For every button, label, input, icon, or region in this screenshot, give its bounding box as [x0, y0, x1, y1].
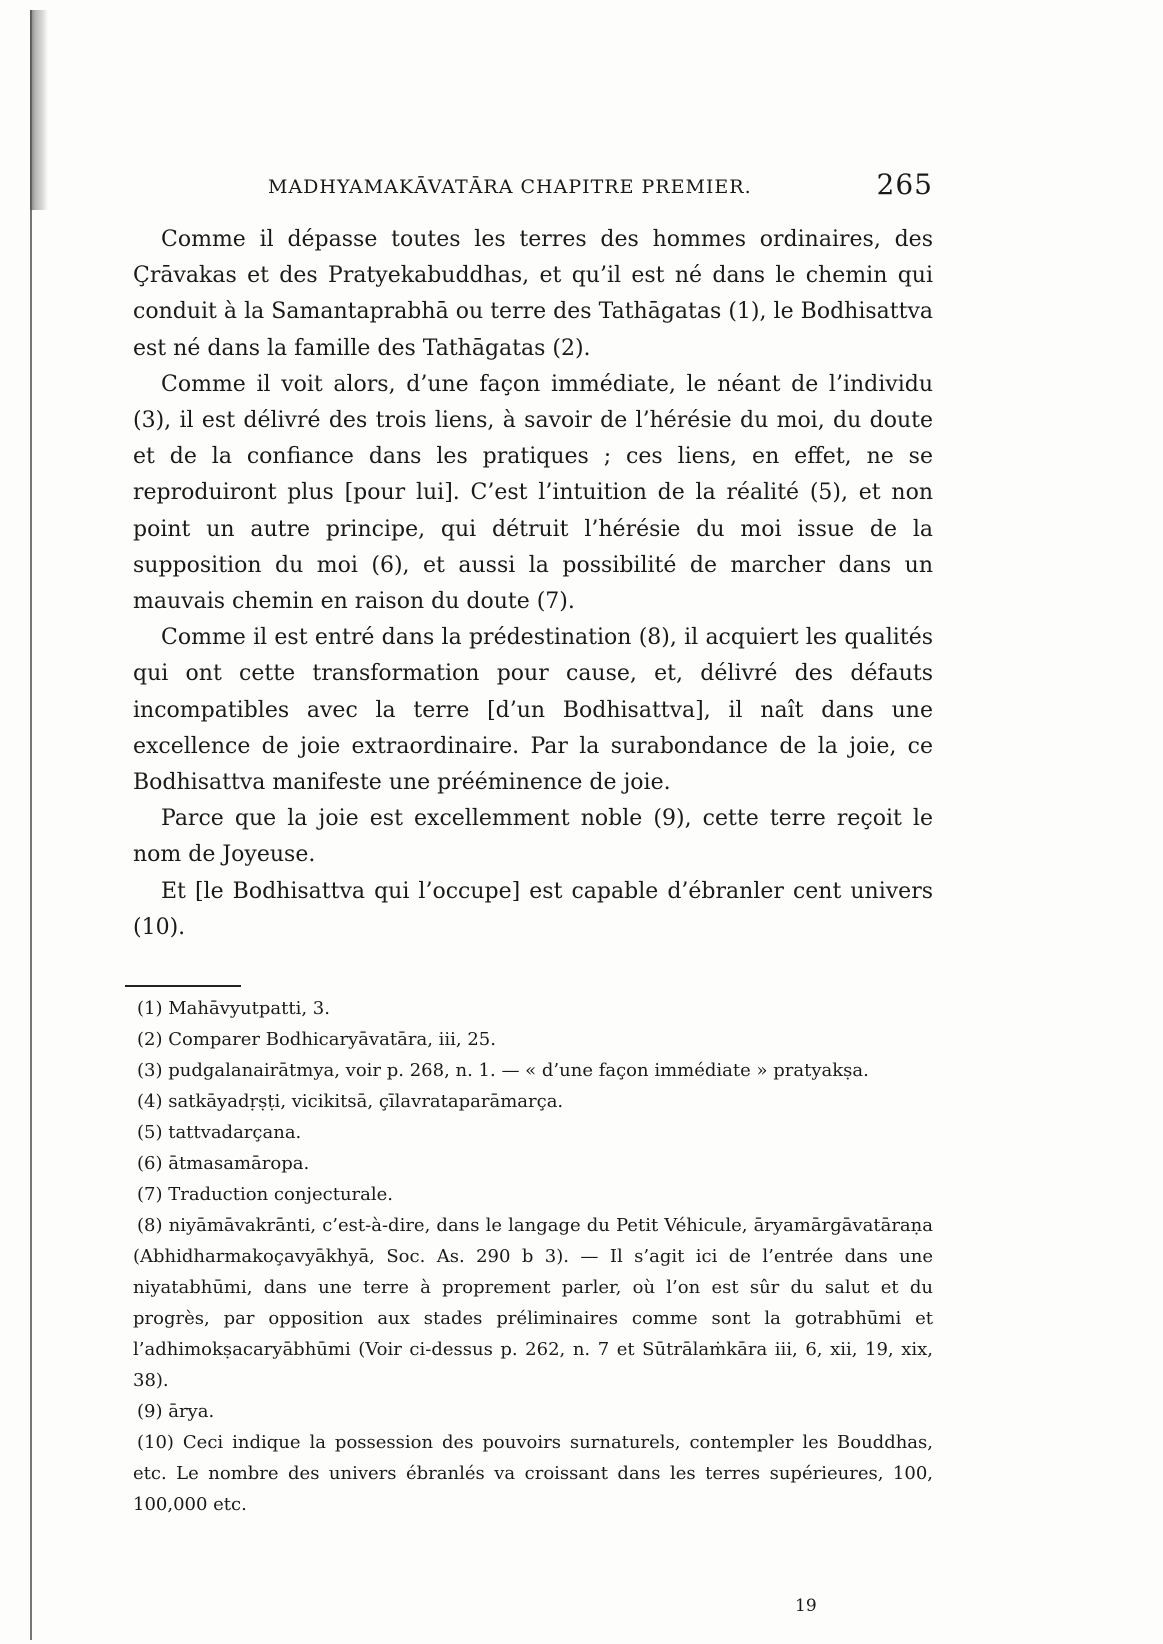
- footnote: (1) Mahāvyutpatti, 3.: [137, 998, 330, 1019]
- footnote: (6) ātmasamāropa.: [137, 1153, 310, 1174]
- main-text: [133, 222, 933, 946]
- footnote: (3) pudgalanairātmya, voir p. 268, n. 1. — « d’une façon immédiate » pratyakṣa.: [137, 1060, 869, 1081]
- binding-edge: [30, 10, 46, 1640]
- footnote: (9) ārya.: [137, 1401, 215, 1422]
- footnote: (5) tattvadarçana.: [137, 1122, 302, 1143]
- footnote: (8) niyāmāvakrānti, c’est-à-dire, dans le langage du Petit Véhicule, āryamārgāvatāraṇa (Abhidharmakoçavyākhyā, Soc. As. 290 b 3). — Il s’agit ici de l’entrée dans une niyatabhūmi, dans une terre à proprement parler, où l’on est sûr du salut et du progrès, par opposition aux stades préliminaires comme sont la gotrabhūmi et l’adhimokṣacaryābhūmi (Voir ci-dessus p. 262, n. 7 et Sūtrālaṁkāra iii, 6, xii, 19, xix, 38).: [133, 1215, 933, 1391]
- paragraph: Et [le Bodhisattva qui l’occupe] est capable d’ébranler cent univers (10).: [133, 878, 933, 940]
- page-number: 265: [876, 168, 933, 201]
- paragraph: Comme il est entré dans la prédestination (8), il acquiert les qualités qui ont cette transformation pour cause, et, délivré des défauts incompatibles avec la terre [d’un Bodhisattva], il naît dans une excellence de joie extraordinaire. Par la surabondance de la joie, ce Bodhisattva manifeste une prééminence de joie.: [133, 625, 933, 796]
- signature-mark: 19: [795, 1596, 817, 1616]
- paragraph: Comme il voit alors, d’une façon immédiate, le néant de l’individu (3), il est délivré des trois liens, à savoir de l’hérésie du moi, du doute et de la confiance dans les pratiques ; ces liens, en effet, ne se reproduiront plus [pour lui]. C’est l’intuition de la réalité (5), et non point un autre principe, qui détruit l’hérésie du moi issue de la supposition du moi (6), et aussi la possibilité de marcher dans un mauvais chemin en raison du doute (7).: [133, 371, 933, 615]
- paragraph: Parce que la joie est excellemment noble (9), cette terre reçoit le nom de Joyeuse.: [133, 806, 933, 868]
- running-title: MADHYAMAKĀVATĀRA CHAPITRE PREMIER.: [268, 176, 752, 198]
- binding-shadow: [30, 10, 48, 210]
- footnote-separator: [125, 985, 241, 987]
- footnote: (10) Ceci indique la possession des pouvoirs surnaturels, contempler les Bouddhas, etc. Le nombre des univers ébranlés va croissant dans les terres supérieures, 100, 100,000 etc.: [133, 1432, 933, 1515]
- footnote: (4) satkāyadṛṣṭi, vicikitsā, çīlavrataparāmarça.: [137, 1091, 564, 1112]
- footnotes: [133, 993, 933, 1520]
- paragraph: Comme il dépasse toutes les terres des hommes ordinaires, des Çrāvakas et des Pratyekabuddhas, et qu’il est né dans le chemin qui conduit à la Samantaprabhā ou terre des Tathāgatas (1), le Bodhisattva est né dans la famille des Tathāgatas (2).: [133, 227, 933, 361]
- footnote: (7) Traduction conjecturale.: [137, 1184, 394, 1205]
- running-header: [268, 168, 933, 208]
- footnote: (2) Comparer Bodhicaryāvatāra, iii, 25.: [137, 1029, 496, 1050]
